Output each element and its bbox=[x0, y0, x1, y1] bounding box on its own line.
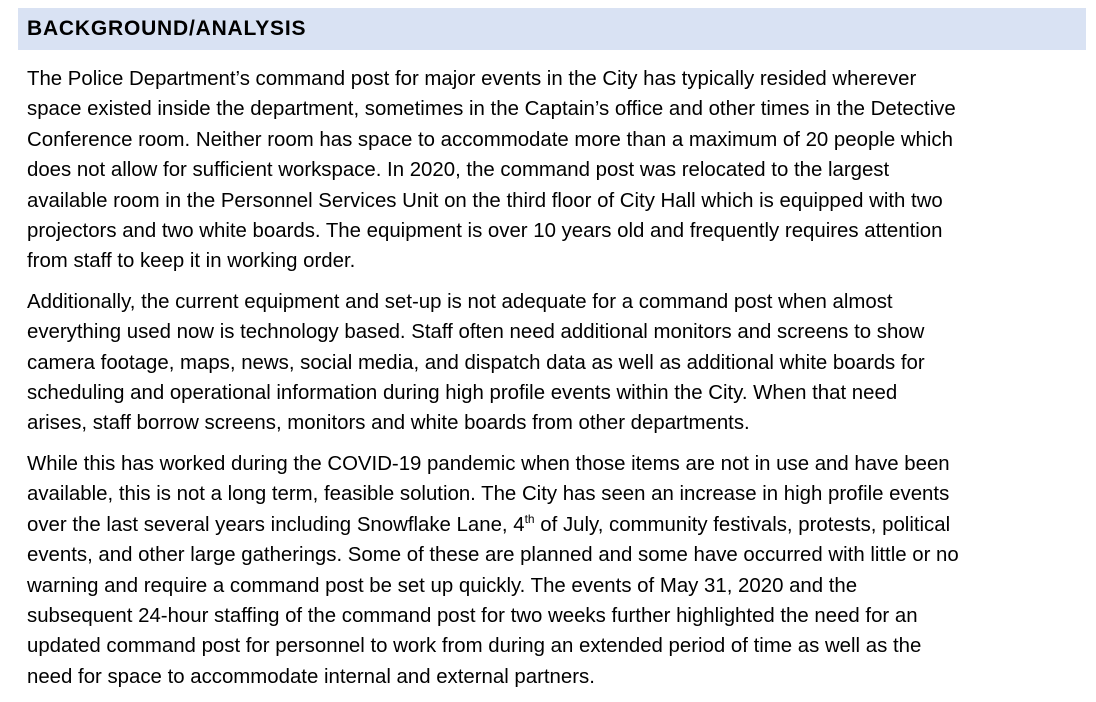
paragraph-line: space existed inside the department, sometimes in the Captain’s office and other times in the Detective bbox=[27, 98, 956, 121]
paragraph-line: does not allow for sufficient workspace. In 2020, the command post was relocated to the largest bbox=[27, 159, 890, 182]
paragraph-line: available room in the Personnel Services Unit on the third floor of City Hall which is equipped with two bbox=[27, 189, 943, 212]
section-title: BACKGROUND/ANALYSIS bbox=[27, 17, 307, 40]
paragraph-line: While this has worked during the COVID-19 pandemic when those items are not in use and have been bbox=[27, 452, 950, 475]
paragraph-line: camera footage, maps, news, social media, and dispatch data as well as additional white boards for bbox=[27, 351, 925, 374]
paragraph-line: need for space to accommodate internal and external partners. bbox=[27, 665, 595, 688]
paragraph-1 bbox=[27, 64, 1089, 277]
section-header bbox=[18, 8, 1086, 50]
paragraph-line: everything used now is technology based. Staff often need additional monitors and screens to show bbox=[27, 321, 925, 344]
paragraph-line: warning and require a command post be set up quickly. The events of May 31, 2020 and the bbox=[27, 574, 858, 597]
paragraph-line: The Police Department’s command post for major events in the City has typically resided wherever bbox=[27, 68, 917, 90]
line-text-before: over the last several years including Snowflake Lane, 4 bbox=[27, 513, 525, 536]
paragraph-line: available, this is not a long term, feasible solution. The City has seen an increase in high profile events bbox=[27, 483, 950, 506]
paragraph-line: from staff to keep it in working order. bbox=[27, 250, 356, 273]
paragraph-2 bbox=[27, 287, 1089, 439]
paragraph-line: scheduling and operational information during high profile events within the City. When that need bbox=[27, 382, 898, 405]
paragraph-line: Additionally, the current equipment and set-up is not adequate for a command post when almost bbox=[27, 290, 893, 313]
paragraph-line-with-superscript bbox=[27, 510, 1089, 540]
ordinal-superscript: th bbox=[524, 511, 535, 526]
paragraph-line: events, and other large gatherings. Some of these are planned and some have occurred with little or no bbox=[27, 544, 959, 567]
paragraph-3 bbox=[27, 449, 1089, 692]
paragraph-line: updated command post for personnel to work from during an extended period of time as well as the bbox=[27, 635, 922, 658]
paragraph-line: projectors and two white boards. The equipment is over 10 years old and frequently requires attention bbox=[27, 220, 943, 243]
paragraph-line: Conference room. Neither room has space to accommodate more than a maximum of 20 people which bbox=[27, 128, 953, 151]
body-text bbox=[27, 64, 1089, 702]
line-text-after: of July, community festivals, protests, political bbox=[534, 513, 951, 536]
paragraph-line: subsequent 24-hour staffing of the command post for two weeks further highlighted the need for an bbox=[27, 604, 918, 627]
paragraph-line: arises, staff borrow screens, monitors and white boards from other departments. bbox=[27, 412, 750, 435]
